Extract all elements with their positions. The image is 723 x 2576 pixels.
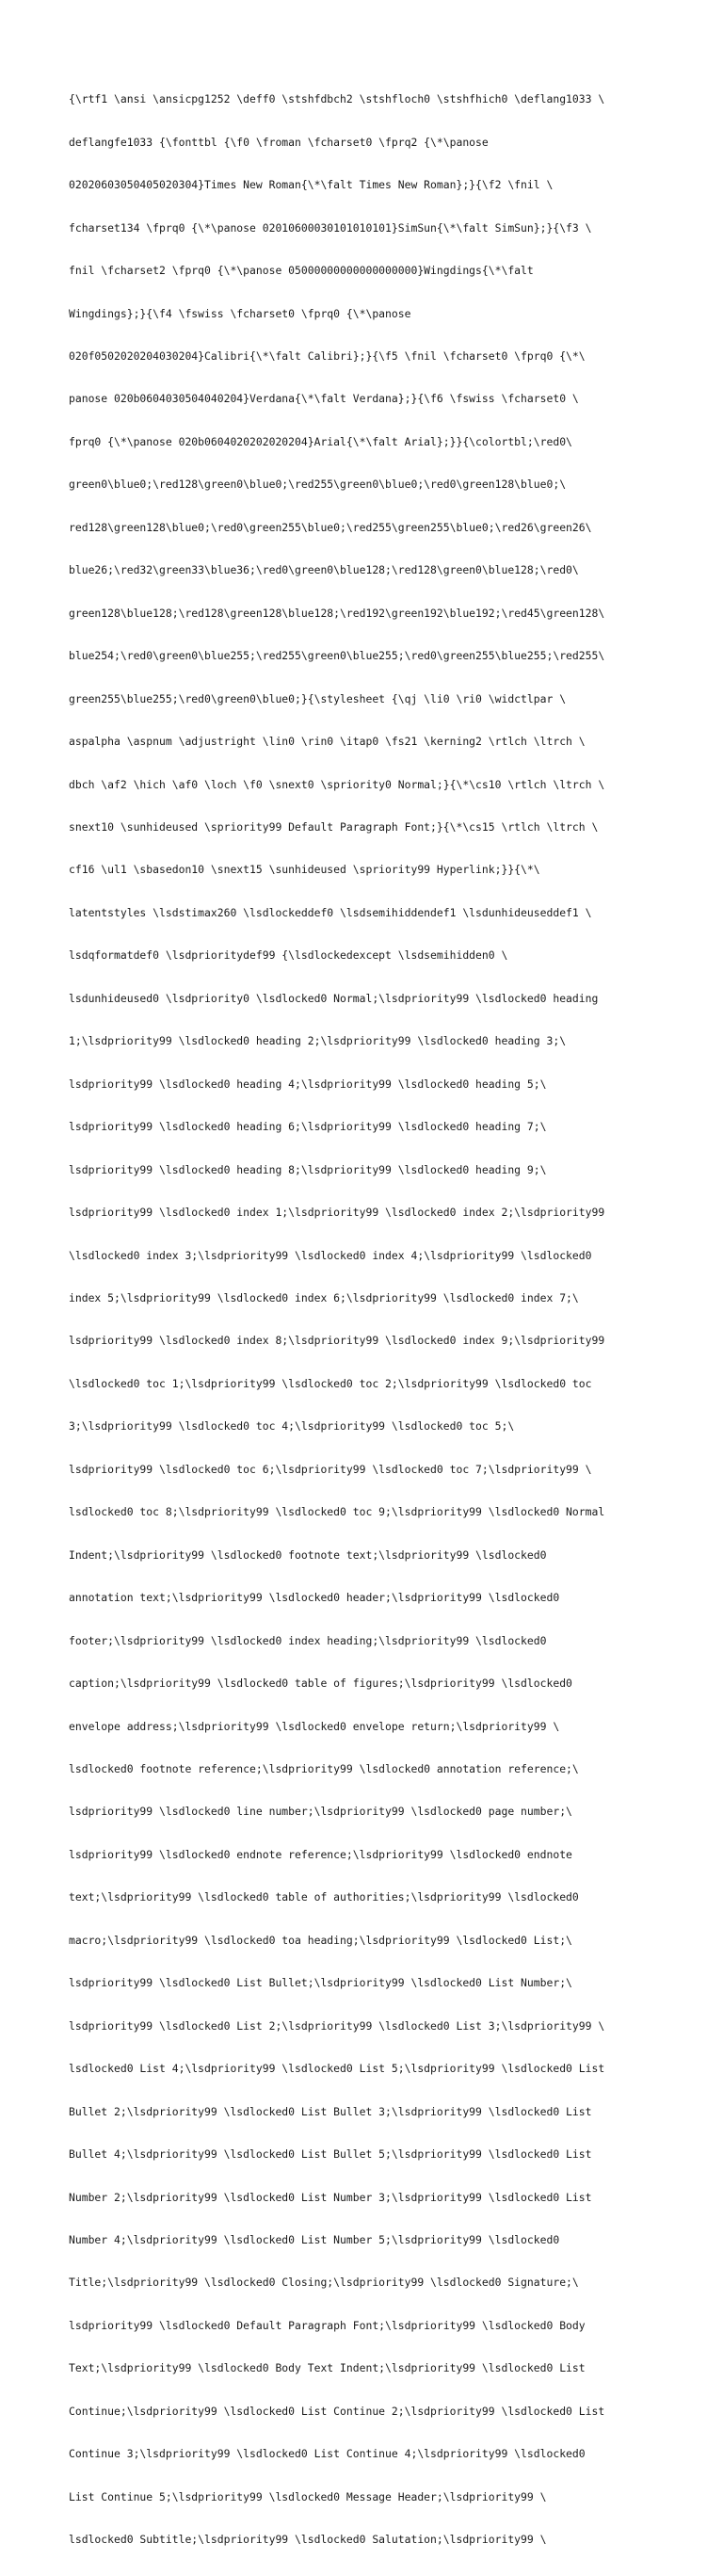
text-line: fprq0 {\*\panose 020b0604020202020204}Arial{\*\falt Arial};}}{\colortbl;\red0\ xyxy=(69,434,572,448)
text-line: lsdpriority99 \lsdlocked0 List 2;\lsdpriority99 \lsdlocked0 List 3;\lsdpriority99 \ xyxy=(69,2018,605,2033)
text-line: index 5;\lsdpriority99 \lsdlocked0 index 6;\lsdpriority99 \lsdlocked0 index 7;\ xyxy=(69,1291,579,1304)
text-line: Continue 3;\lsdpriority99 \lsdlocked0 List Continue 4;\lsdpriority99 \lsdlocked0 xyxy=(69,2447,586,2461)
text-line: blue26;\red32\green33\blue36;\red0\green0\blue128;\red128\green0\blue128;\red0\ xyxy=(69,563,579,577)
text-line: lsdlocked0 Subtitle;\lsdpriority99 \lsdlocked0 Salutation;\lsdpriority99 \ xyxy=(69,2533,547,2547)
text-line: 020f0502020204030204}Calibri{\*\falt Calibri};}{\f5 \fnil \fcharset0 \fprq0 {\*\ xyxy=(69,349,586,364)
text-line: \lsdlocked0 index 3;\lsdpriority99 \lsdlocked0 index 4;\lsdpriority99 \lsdlocked0 xyxy=(69,1248,592,1262)
text-line: aspalpha \aspnum \adjustright \lin0 \rin0 \itap0 \fs21 \kerning2 \rtlch \ltrch \ xyxy=(69,735,586,749)
text-line: macro;\lsdpriority99 \lsdlocked0 toa heading;\lsdpriority99 \lsdlocked0 List;\ xyxy=(69,1933,572,1947)
text-line: 3;\lsdpriority99 \lsdlocked0 toc 4;\lsdpriority99 \lsdlocked0 toc 5;\ xyxy=(69,1419,515,1434)
text-line: Continue;\lsdpriority99 \lsdlocked0 List Continue 2;\lsdpriority99 \lsdlocked0 List xyxy=(69,2404,605,2418)
text-line: latentstyles \lsdstimax260 \lsdlockeddef0 \lsdsemihiddendef1 \lsdunhideuseddef1 \ xyxy=(69,905,592,919)
text-line: \lsdlocked0 toc 1;\lsdpriority99 \lsdlocked0 toc 2;\lsdpriority99 \lsdlocked0 toc xyxy=(69,1376,592,1390)
text-line: panose 020b0604030504040204}Verdana{\*\falt Verdana};}{\f6 \fswiss \fcharset0 \ xyxy=(69,392,579,406)
text-line: Bullet 4;\lsdpriority99 \lsdlocked0 List Bullet 5;\lsdpriority99 \lsdlocked0 List xyxy=(69,2147,592,2162)
text-line: snext10 \sunhideused \spriority99 Default Paragraph Font;}{\*\cs15 \rtlch \ltrch \ xyxy=(69,820,599,834)
text-line: envelope address;\lsdpriority99 \lsdlocked0 envelope return;\lsdpriority99 \ xyxy=(69,1719,560,1733)
text-line: fnil \fcharset2 \fprq0 {\*\panose 05000000000000000000}Wingdings{\*\falt xyxy=(69,264,534,278)
text-line: footer;\lsdpriority99 \lsdlocked0 index heading;\lsdpriority99 \lsdlocked0 xyxy=(69,1633,547,1647)
text-line: lsdpriority99 \lsdlocked0 index 1;\lsdpriority99 \lsdlocked0 index 2;\lsdpriority99 xyxy=(69,1206,605,1220)
text-line: 1;\lsdpriority99 \lsdlocked0 heading 2;\lsdpriority99 \lsdlocked0 heading 3;\ xyxy=(69,1034,567,1048)
text-line: green128\blue128;\red128\green128\blue128;\red192\green192\blue192;\red45\green128\ xyxy=(69,606,605,620)
text-line: lsdpriority99 \lsdlocked0 heading 4;\lsdpriority99 \lsdlocked0 heading 5;\ xyxy=(69,1077,547,1091)
text-line: blue254;\red0\green0\blue255;\red255\green0\blue255;\red0\green255\blue255;\red255\ xyxy=(69,649,605,663)
text-line: lsdpriority99 \lsdlocked0 Default Paragraph Font;\lsdpriority99 \lsdlocked0 Body xyxy=(69,2318,586,2332)
rtf-source-text xyxy=(69,64,671,2576)
text-line: green255\blue255;\red0\green0\blue0;}{\stylesheet {\qj \li0 \ri0 \widctlpar \ xyxy=(69,691,567,705)
text-line: caption;\lsdpriority99 \lsdlocked0 table of figures;\lsdpriority99 \lsdlocked0 xyxy=(69,1677,572,1691)
text-line: fcharset134 \fprq0 {\*\panose 02010600030101010101}SimSun{\*\falt SimSun};}{\f3 \ xyxy=(69,220,592,235)
text-line: dbch \af2 \hich \af0 \loch \f0 \snext0 \spriority0 Normal;}{\*\cs10 \rtlch \ltrch \ xyxy=(69,777,605,791)
text-line: Number 4;\lsdpriority99 \lsdlocked0 List Number 5;\lsdpriority99 \lsdlocked0 xyxy=(69,2232,560,2246)
text-line: annotation text;\lsdpriority99 \lsdlocked0 header;\lsdpriority99 \lsdlocked0 xyxy=(69,1591,560,1605)
text-line: Bullet 2;\lsdpriority99 \lsdlocked0 List Bullet 3;\lsdpriority99 \lsdlocked0 List xyxy=(69,2104,592,2118)
text-line: lsdpriority99 \lsdlocked0 index 8;\lsdpriority99 \lsdlocked0 index 9;\lsdpriority99 xyxy=(69,1334,605,1348)
text-line: lsdlocked0 List 4;\lsdpriority99 \lsdlocked0 List 5;\lsdpriority99 \lsdlocked0 List xyxy=(69,2062,605,2076)
text-line: Text;\lsdpriority99 \lsdlocked0 Body Text Indent;\lsdpriority99 \lsdlocked0 List xyxy=(69,2361,586,2375)
text-line: lsdpriority99 \lsdlocked0 endnote reference;\lsdpriority99 \lsdlocked0 endnote xyxy=(69,1847,572,1861)
text-line: Wingdings};}{\f4 \fswiss \fcharset0 \fprq0 {\*\panose xyxy=(69,306,411,320)
text-line: deflangfe1033 {\fonttbl {\f0 \froman \fcharset0 \fprq2 {\*\panose xyxy=(69,135,489,149)
text-line: text;\lsdpriority99 \lsdlocked0 table of authorities;\lsdpriority99 \lsdlocked0 xyxy=(69,1890,579,1904)
text-line: Title;\lsdpriority99 \lsdlocked0 Closing;\lsdpriority99 \lsdlocked0 Signature;\ xyxy=(69,2276,579,2290)
text-line: cf16 \ul1 \sbasedon10 \snext15 \sunhideused \spriority99 Hyperlink;}}{\*\ xyxy=(69,863,540,877)
text-line: lsdpriority99 \lsdlocked0 heading 8;\lsdpriority99 \lsdlocked0 heading 9;\ xyxy=(69,1162,547,1176)
text-line: Indent;\lsdpriority99 \lsdlocked0 footnote text;\lsdpriority99 \lsdlocked0 xyxy=(69,1547,547,1562)
text-line: lsdpriority99 \lsdlocked0 List Bullet;\lsdpriority99 \lsdlocked0 List Number;\ xyxy=(69,1976,572,1990)
text-line: lsdlocked0 footnote reference;\lsdpriority99 \lsdlocked0 annotation reference;\ xyxy=(69,1761,579,1775)
text-line: green0\blue0;\red128\green0\blue0;\red255\green0\blue0;\red0\green128\blue0;\ xyxy=(69,478,567,492)
text-line: lsdpriority99 \lsdlocked0 heading 6;\lsdpriority99 \lsdlocked0 heading 7;\ xyxy=(69,1120,547,1134)
text-line: lsdunhideused0 \lsdpriority0 \lsdlocked0 Normal;\lsdpriority99 \lsdlocked0 heading xyxy=(69,991,599,1005)
text-line: 02020603050405020304}Times New Roman{\*\falt Times New Roman};}{\f2 \fnil \ xyxy=(69,178,554,192)
text-line: lsdqformatdef0 \lsdprioritydef99 {\lsdlockedexcept \lsdsemihidden0 \ xyxy=(69,948,508,963)
text-line: lsdpriority99 \lsdlocked0 line number;\lsdpriority99 \lsdlocked0 page number;\ xyxy=(69,1805,572,1819)
text-line: {\rtf1 \ansi \ansicpg1252 \deff0 \stshfdbch2 \stshfloch0 \stshfhich0 \deflang1033 \ xyxy=(69,92,605,106)
text-line: Number 2;\lsdpriority99 \lsdlocked0 List Number 3;\lsdpriority99 \lsdlocked0 List xyxy=(69,2190,592,2204)
text-line: lsdlocked0 toc 8;\lsdpriority99 \lsdlocked0 toc 9;\lsdpriority99 \lsdlocked0 Normal xyxy=(69,1505,605,1519)
text-line: lsdpriority99 \lsdlocked0 toc 6;\lsdpriority99 \lsdlocked0 toc 7;\lsdpriority99 \ xyxy=(69,1462,592,1476)
text-line: red128\green128\blue0;\red0\green255\blue0;\red255\green255\blue0;\red26\green26\ xyxy=(69,520,592,534)
text-line: List Continue 5;\lsdpriority99 \lsdlocked0 Message Header;\lsdpriority99 \ xyxy=(69,2489,547,2503)
